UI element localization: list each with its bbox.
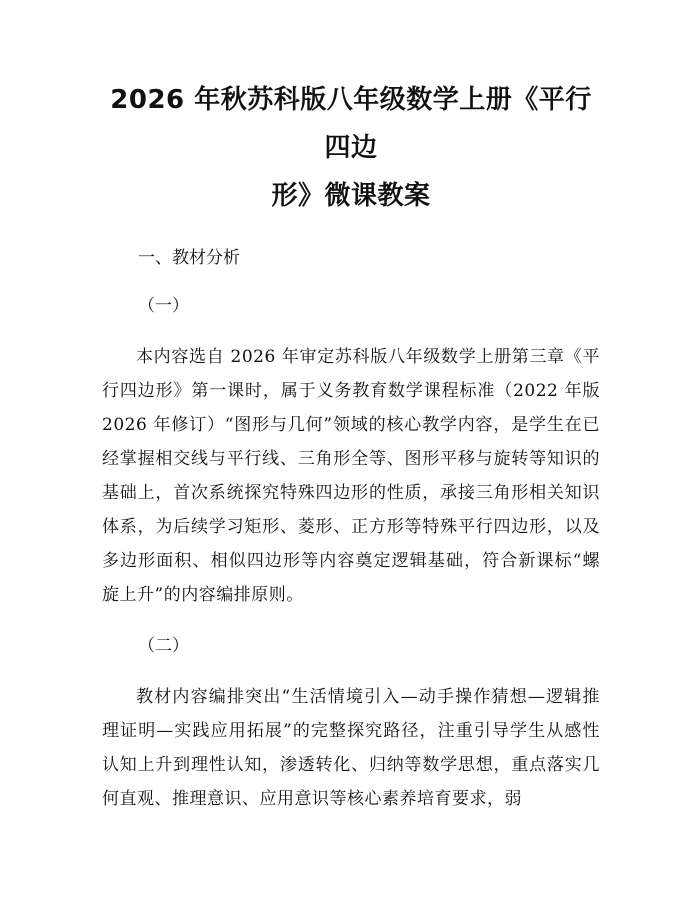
title-line-1: 2026 年秋苏科版八年级数学上册《平行四边 [110,85,592,163]
subsection-label-2: （二） [138,636,189,656]
section-heading-textbook-analysis: 一、教材分析 [138,248,240,268]
subsection-paragraph-2: 教材内容编排突出“生活情境引入—动手操作猜想—逻辑推理证明—实践应用拓展”的完整探究路径，注重引导学生从感性认知上升到理性认知，渗透转化、归纳等数学思想，重点落实几何直观、推理意识、应用意识等核心素养培育要求，弱 [102,687,600,809]
document-title [102,76,600,220]
subsection-label-1: （一） [138,296,189,316]
title-line-2: 形》微课教案 [271,181,431,211]
subsection-paragraph-1: 本内容选自 2026 年审定苏科版八年级数学上册第三章《平行四边形》第一课时，属于义务教育数学课程标准（2022 年版 2026 年修订）“图形与几何”领域的核心教学内容，是学生在已经掌握相交线与平行线、三角形全等、图形平移与旋转等知识的基础上，首次系统探究特殊四边形的性质，承接三角形相关知识体系，为后续学习矩形、菱形、正方形等特殊平行四边形，以及多边形面积、相似四边形等内容奠定逻辑基础，符合新课标“螺旋上升”的内容编排原则。 [102,347,600,605]
